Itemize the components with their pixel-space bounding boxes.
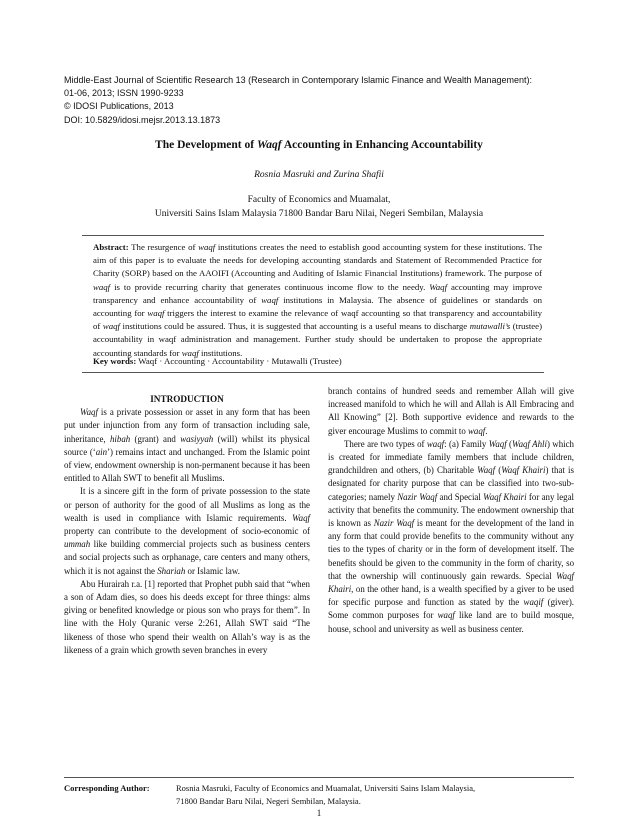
affiliation-line-1: Faculty of Economics and Muamalat, <box>247 195 391 205</box>
italic-term: waqf <box>426 438 445 449</box>
body-text: It is a sincere gift in the form of private possession to the state or person of authority for the good of all Muslims as long as the wealth is used in compliance with Islamic requirements. <box>64 486 310 523</box>
body-text: ) which is created for immediate family members that include children, grandchildren and others, (b) Charitable <box>328 438 574 476</box>
abstract-italic: mutawalli’s <box>469 321 511 332</box>
left-column <box>64 393 310 657</box>
italic-term: waqf <box>468 425 486 436</box>
body-text: . <box>485 425 488 436</box>
body-text: branch contains of hundred seeds and remember Allah will give increased manifold to which he will and Allah is All Embracing and All Knowing” [2]. Both supportive evidence and rewards to the giver encourage Muslims to commit to <box>328 386 574 436</box>
body-text: There are two types of <box>344 438 427 449</box>
body-text: (will) whilst its physical source (‘ <box>64 433 310 457</box>
body-text: like building commercial projects such as business centers and social projects such as orphanage, care centers and many others, which it is not against the <box>64 539 310 576</box>
italic-term: Waqf Ahli <box>512 438 547 449</box>
italic-term: Nazir Waqf <box>373 518 415 529</box>
corresponding-line-1: Rosnia Masruki, Faculty of Economics and Muamalat, Universiti Sains Islam Malaysia, <box>176 783 476 793</box>
italic-term: ummah <box>64 539 91 550</box>
paper-authors: Rosnia Masruki and Zurina Shafii <box>254 170 384 180</box>
footer-rule <box>64 777 574 778</box>
body-paragraph <box>64 578 310 657</box>
abstract-italic: waqf <box>147 308 165 319</box>
italic-term: Waqf Khairi <box>483 491 527 502</box>
paper-affiliation <box>64 193 574 221</box>
italic-term: Waqf <box>292 512 310 523</box>
body-text: is a private possession or asset in any form that has been put under injunction from any form of transaction including sale, inheritance, <box>64 407 310 444</box>
abstract-top-rule <box>82 235 544 236</box>
abstract-italic: waqf <box>261 294 279 305</box>
title-post: Accounting in Enhancing Accountability <box>281 139 483 151</box>
italic-term: Waqf <box>80 407 98 418</box>
abstract <box>93 241 542 360</box>
italic-term: hibah <box>109 433 131 444</box>
affiliation-line-2: Universiti Sains Islam Malaysia 71800 Bandar Baru Nilai, Negeri Sembilan, Malaysia <box>154 209 484 219</box>
body-paragraph <box>64 485 310 577</box>
italic-term: Waqf Khairi <box>501 465 546 476</box>
abstract-text: accounting may improve transparency and enhance accountability of <box>93 281 542 305</box>
body-text: and Special <box>437 491 484 502</box>
corresponding-line-2: 71800 Bandar Baru Nilai, Negeri Sembilan, Malaysia. <box>176 796 361 806</box>
body-text: on the other hand, is a wealth specified by a giver to be used for specific purpose and function as stated by the <box>328 584 574 608</box>
abstract-text: (trustee) accountability in waqf administration and management. Further study should be undertaken to propose the appropriate accounting standards for <box>93 321 543 358</box>
keywords-label: Key words: <box>93 356 137 366</box>
journal-citation: Middle-East Journal of Scientific Research 13 (Research in Contemporary Islamic Finance and Wealth Management): <box>64 75 533 85</box>
italic-term: Nazir Waqf <box>397 491 438 502</box>
corresponding-author-details <box>176 782 580 808</box>
body-text: (giver). Some common purposes for <box>328 597 574 621</box>
italic-term: waqf <box>437 610 455 621</box>
keywords <box>93 355 542 368</box>
body-text: ) that is designated for charity purpose that can be classified into two-sub-categories; namely <box>328 465 574 502</box>
paper-title <box>64 139 574 151</box>
journal-copyright: © IDOSI Publications, 2013 <box>64 101 174 112</box>
body-text: property can contribute to the development of socio-economic of <box>64 526 310 537</box>
right-column <box>328 385 574 636</box>
abstract-italic: Waqf <box>429 281 448 292</box>
body-paragraph <box>328 385 574 438</box>
section-heading-introduction: INTRODUCTION <box>150 394 224 404</box>
body-text: : (a) Family <box>444 438 489 449</box>
body-text: like land are to build mosque, house, school and university as well as business center. <box>328 610 574 634</box>
italic-term: ain <box>95 446 108 457</box>
abstract-text: institutions could be assured. Thus, it is suggested that accounting is a useful means to discharge <box>119 321 470 332</box>
body-paragraph <box>328 438 574 636</box>
page-number: 1 <box>316 808 322 818</box>
abstract-label: Abstract: <box>93 242 129 252</box>
abstract-text: institutions. <box>198 347 243 358</box>
abstract-italic: waqf <box>198 242 216 252</box>
journal-pages-issn: 01-06, 2013; ISSN 1990-9233 <box>64 88 184 99</box>
italic-term: Waqf Khairi, <box>328 570 574 595</box>
italic-term: Shariah <box>157 565 186 576</box>
abstract-italic: waqf <box>93 281 111 292</box>
abstract-text: The resurgence of <box>128 242 199 252</box>
italic-term: waqif <box>523 597 544 608</box>
italic-term: wasiyyah <box>180 433 214 444</box>
body-text: ’) remains intact and unchanged. From the Islamic point of view, endowment ownership is non-permanent because it has been entitled to Allah SWT to benefit all Muslims. <box>64 446 310 484</box>
corresponding-author <box>64 782 584 808</box>
body-text: Abu Hurairah r.a. [1] reported that Prophet pubh said that “when a son of Adam dies, so does his deeds except for three things: alms giving or benefited knowledge or pious son who prays for them”. In line with the Holy Quranic verse 2:261, Allah SWT said “The likeness of those who spend their wealth on Allah’s way is as the likeness of a grain which growth seven branches in every <box>64 578 310 655</box>
body-text: for any legal activity that benefits the community. The endowment ownership that is known as <box>328 491 574 529</box>
body-text: ( <box>495 465 502 476</box>
body-text: ( <box>506 438 513 449</box>
body-text: (grant) and <box>130 433 181 444</box>
journal-doi: DOI: 10.5829/idosi.mejsr.2013.13.1873 <box>64 114 221 125</box>
abstract-italic: waqf <box>181 347 199 358</box>
italic-term: Waqf <box>477 465 496 476</box>
corresponding-author-label: Corresponding Author: <box>64 783 150 793</box>
abstract-text: triggers the interest to examine the relevance of waqf accounting so that transparency and accountability of <box>93 308 543 332</box>
abstract-italic: waqf <box>102 321 120 332</box>
abstract-text: institutions in Malaysia. The absence of guidelines or standards on accounting for <box>93 294 543 319</box>
abstract-text: institutions creates the need to establish good accounting system for these institutions. The aim of this paper is to evaluate the needs for developing accounting standards and Statement of Recommended Practice for Charity (SORP) based on the AAOIFI (Accounting and Auditing of Islamic Financial Institutions) framework. The purpose of <box>93 242 542 279</box>
title-pre: The Development of <box>155 139 257 151</box>
title-italic: Waqf <box>256 139 282 151</box>
body-paragraph <box>64 406 310 485</box>
keywords-text: Waqf · Accounting · Accountability · Mutawalli (Trustee) <box>136 356 342 366</box>
body-text: or Islamic law. <box>185 565 240 576</box>
abstract-text: is to provide recurring charity that generates continuous income flow to the needy. <box>110 281 430 292</box>
italic-term: Waqf <box>488 438 507 449</box>
keywords-bottom-rule <box>82 372 544 373</box>
journal-info <box>64 74 584 127</box>
body-text: is meant for the development of the land in any form that could provide benefits to the community without any ties to the types of charity or in the form of development itself. The benefits should be given to the community in the form of charity, so that the ownership will continuously gain rewards. Special <box>328 518 574 581</box>
